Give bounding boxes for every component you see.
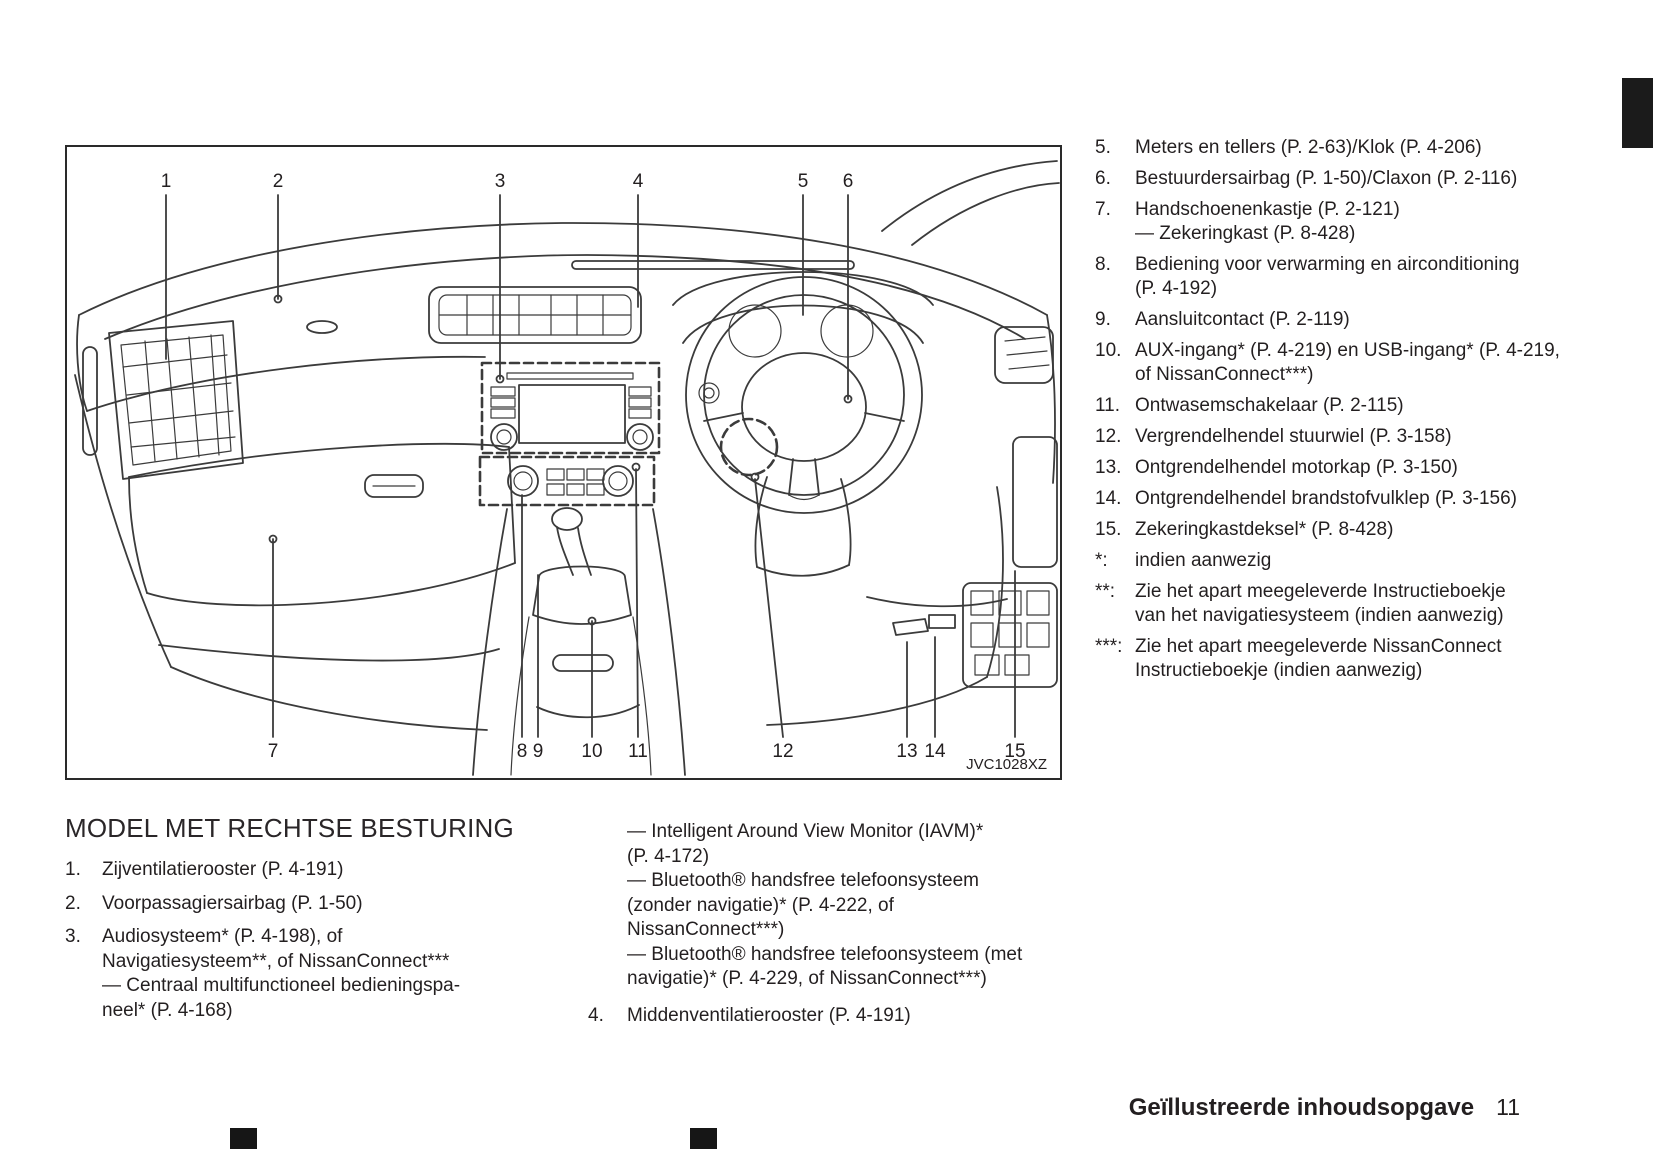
callout-number: 3 bbox=[494, 171, 506, 192]
steering-lock-zone bbox=[721, 419, 777, 475]
callout-number: 6 bbox=[842, 171, 854, 192]
list-item-number: 9. bbox=[1095, 309, 1111, 330]
list-item-text: Bestuurdersairbag (P. 1-50)/Claxon (P. 2-116) bbox=[1135, 168, 1518, 189]
right-side-panel bbox=[867, 327, 1057, 687]
list-item bbox=[65, 925, 545, 1023]
list-item-number: 11. bbox=[1095, 395, 1121, 416]
list-item-number: 5. bbox=[1095, 137, 1111, 158]
center-vent bbox=[429, 287, 641, 343]
list-item bbox=[1095, 339, 1565, 387]
list-item bbox=[1095, 198, 1565, 246]
list-item bbox=[65, 892, 545, 917]
list-item-number: 14. bbox=[1095, 488, 1122, 509]
callout-number: 7 bbox=[267, 741, 279, 762]
list-item-number: 8. bbox=[1095, 254, 1111, 275]
callout-number: 15 bbox=[1004, 741, 1026, 762]
list-item-number: 6. bbox=[1095, 168, 1111, 189]
section-tab-mark bbox=[1622, 78, 1653, 148]
parts-list-left bbox=[65, 858, 545, 1032]
list-item-text: Bediening voor verwarming en airconditioning (P. 4-192) bbox=[1135, 254, 1520, 299]
crop-mark bbox=[230, 1128, 257, 1149]
list-item-number: 13. bbox=[1095, 457, 1122, 478]
callout-number: 13 bbox=[896, 741, 918, 762]
figure-code: JVC1028XZ bbox=[966, 756, 1047, 773]
list-item-number: 2. bbox=[65, 892, 81, 914]
list-item bbox=[1095, 549, 1565, 573]
list-item-number: **: bbox=[1095, 581, 1116, 602]
list-item-text: Meters en tellers (P. 2-63)/Klok (P. 4-206) bbox=[1135, 137, 1482, 158]
list-item bbox=[1095, 518, 1565, 542]
callout-numbers bbox=[161, 171, 1026, 762]
list-item bbox=[1095, 253, 1565, 301]
climate-control bbox=[480, 457, 654, 505]
list-item-number: 15. bbox=[1095, 519, 1122, 540]
list-item bbox=[1095, 308, 1565, 332]
list-item-text: Ontgrendelhendel motorkap (P. 3-150) bbox=[1135, 457, 1458, 478]
list-item-text: Zie het apart meegeleverde Instructieboekje van het navigatiesysteem (indien aanwezig) bbox=[1135, 581, 1506, 626]
list-item-text: Vergrendelhendel stuurwiel (P. 3-158) bbox=[1135, 426, 1452, 447]
list-item-text: Zijventilatierooster (P. 4-191) bbox=[102, 859, 344, 880]
list-item bbox=[1095, 487, 1565, 511]
callout-number: 8 bbox=[516, 741, 528, 762]
list-item bbox=[1095, 136, 1565, 160]
list-item-number: 3. bbox=[65, 926, 81, 947]
list-item-number: 4. bbox=[588, 1004, 604, 1026]
glovebox bbox=[129, 444, 515, 661]
parts-list-right bbox=[1095, 136, 1565, 690]
callout-number: 10 bbox=[581, 741, 603, 762]
list-item-number: 7. bbox=[1095, 199, 1111, 220]
list-item bbox=[1095, 580, 1565, 628]
list-item-text: Handschoenenkastje (P. 2-121) — Zekeringkast (P. 8-428) bbox=[1135, 199, 1400, 244]
list-item-text: Ontgrendelhendel brandstofvulklep (P. 3-156) bbox=[1135, 488, 1518, 509]
list-item bbox=[1095, 167, 1565, 191]
footer-section-title: Geïllustreerde inhoudsopgave bbox=[1128, 1094, 1475, 1121]
list-item bbox=[1095, 456, 1565, 480]
callout-number: 1 bbox=[160, 171, 172, 192]
callout-number: 2 bbox=[272, 171, 284, 192]
list-item-text: Ontwasemschakelaar (P. 2-115) bbox=[1135, 395, 1404, 416]
side-vent-left bbox=[83, 321, 243, 479]
list-item bbox=[588, 1004, 1058, 1029]
console-shifter bbox=[473, 508, 685, 775]
crop-mark bbox=[690, 1128, 717, 1149]
parts-list-middle bbox=[588, 820, 1058, 1028]
list-item-number: ***: bbox=[1095, 636, 1123, 657]
list-item-text: Middenventilatierooster (P. 4-191) bbox=[627, 1004, 911, 1026]
list-item-number: 1. bbox=[65, 859, 81, 880]
list-item bbox=[1095, 635, 1565, 683]
dashboard-figure bbox=[65, 145, 1062, 780]
list-item-text: Audiosysteem* (P. 4-198), of Navigatiesysteem**, of NissanConnect*** — Centraal multifunctioneel bedieningspa- neel* (P. 4-168) bbox=[102, 926, 461, 1021]
list-item-text: Zekeringkastdeksel* (P. 8-428) bbox=[1135, 519, 1394, 540]
callout-number: 9 bbox=[532, 741, 544, 762]
list-item bbox=[65, 858, 545, 883]
list-item bbox=[1095, 394, 1565, 418]
callout-number: 14 bbox=[924, 741, 946, 762]
list-item-text: Zie het apart meegeleverde NissanConnect Instructieboekje (indien aanwezig) bbox=[1135, 636, 1502, 681]
dashboard-line-art bbox=[67, 147, 1060, 778]
page-title: MODEL MET RECHTSE BESTURING bbox=[65, 813, 514, 843]
list-item bbox=[1095, 425, 1565, 449]
list-item-number: *: bbox=[1095, 550, 1108, 571]
callout-number: 4 bbox=[632, 171, 644, 192]
list-item-text: Voorpassagiersairbag (P. 1-50) bbox=[102, 892, 363, 914]
footer-page-number: 11 bbox=[1496, 1094, 1520, 1120]
callout-number: 5 bbox=[797, 171, 809, 192]
list-item-text: Aansluitcontact (P. 2-119) bbox=[1135, 309, 1350, 330]
list-item-number: 12. bbox=[1095, 426, 1122, 447]
audio-unit bbox=[482, 363, 659, 453]
page-footer bbox=[1129, 1092, 1520, 1123]
list-item-number: 10. bbox=[1095, 340, 1122, 361]
steering-wheel bbox=[673, 272, 933, 576]
item3-continuation: — Intelligent Around View Monitor (IAVM)* (P. 4-172) — Bluetooth® handsfree telefoonsysteem (zonder navigatie)* (P. 4-222, of NissanConnect***) — Bluetooth® handsfree telefoonsysteem (met navigatie)* (P. 4-229, of NissanConnect***) bbox=[627, 821, 1023, 989]
bottom-section bbox=[65, 800, 1065, 1060]
list-item-text: indien aanwezig bbox=[1135, 550, 1272, 571]
list-item-text: AUX-ingang* (P. 4-219) en USB-ingang* (P. 4-219, of NissanConnect***) bbox=[1135, 340, 1560, 385]
callout-number: 12 bbox=[772, 741, 794, 762]
callout-number: 11 bbox=[628, 741, 648, 762]
